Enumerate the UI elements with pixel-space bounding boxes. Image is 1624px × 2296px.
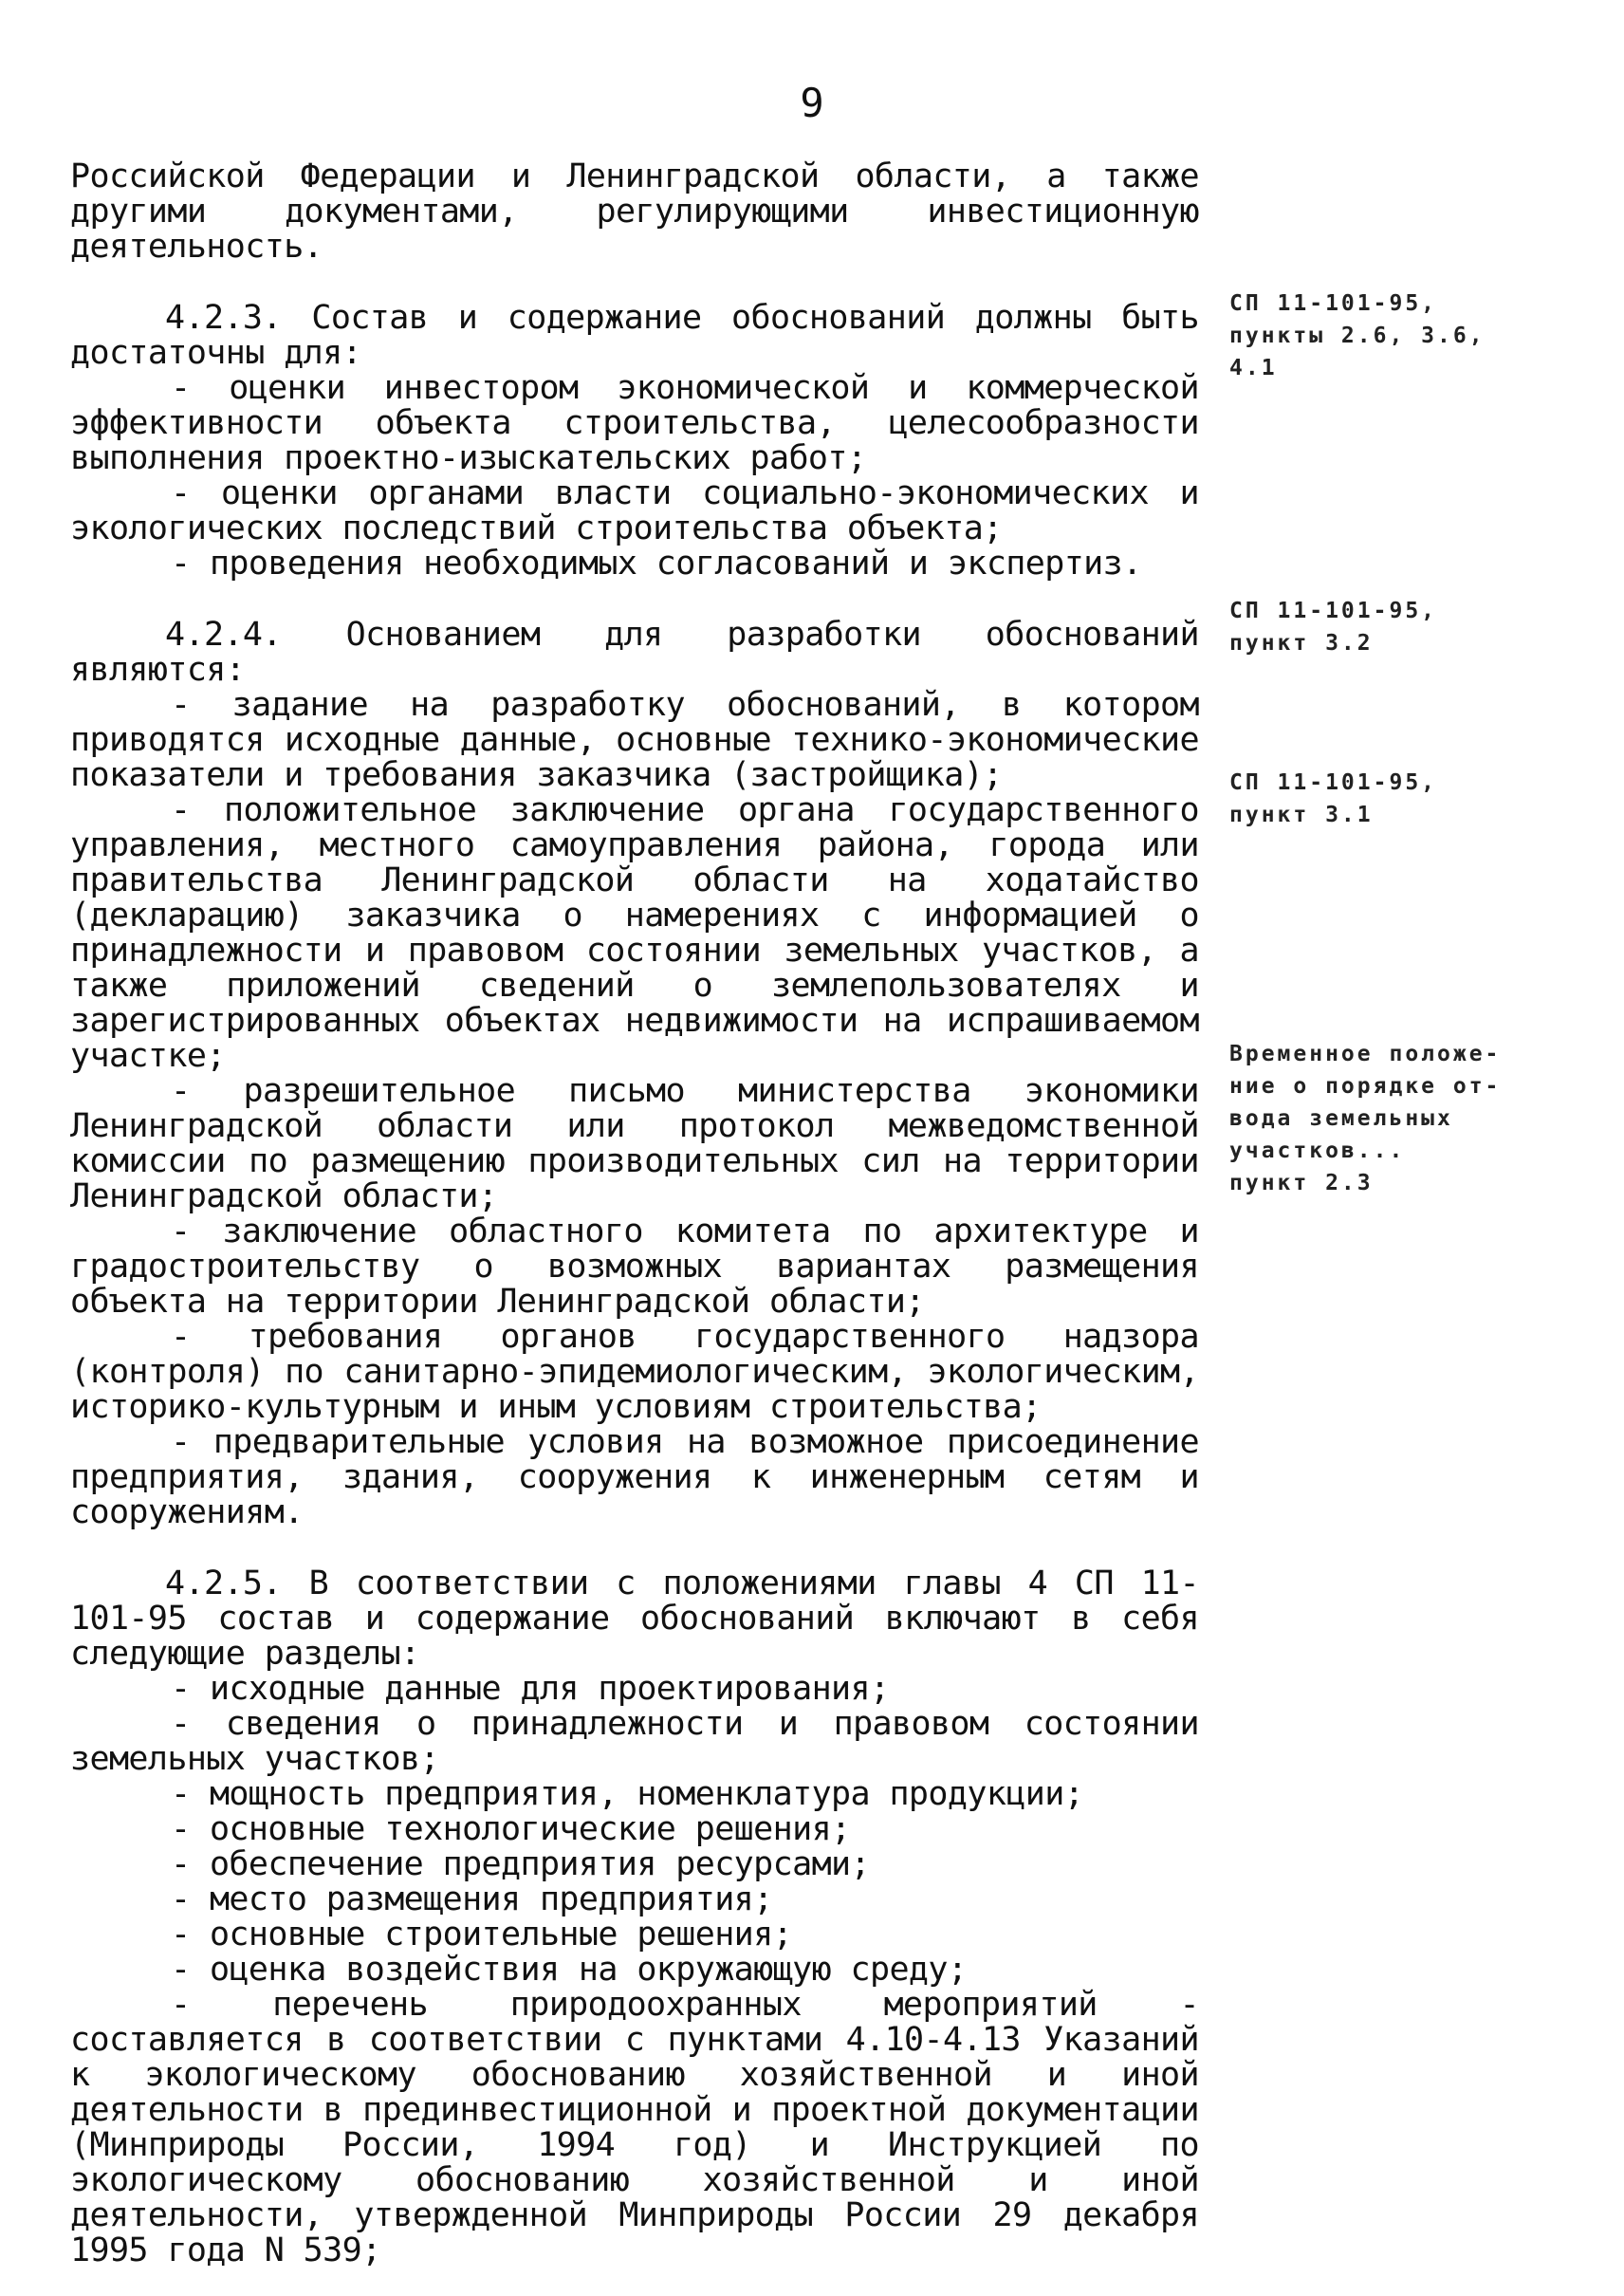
margin-note-line: Временное положе- bbox=[1229, 1042, 1502, 1066]
intro-paragraph: Российской Федерации и Ленинградской области, а также другими документами, регулирующими инвестиционную деятельность. bbox=[70, 157, 1199, 266]
margin-note-sp-2-6 bbox=[1229, 287, 1514, 384]
page-number: 9 bbox=[800, 80, 824, 126]
list-item: - положительное заключение органа государственного управления, местного самоуправления района, города или правительства Ленинградской области на ходатайство (декларацию) заказчика о намерениях с информацией о принадлежности и правовом состоянии земельных участков, а также приложений сведений о землепользователях и зарегистрированных объектах недвижимости на испрашиваемом участке; bbox=[70, 791, 1199, 1075]
margin-note-line: СП 11-101-95, bbox=[1229, 770, 1438, 795]
list-item: - оценки инвестором экономической и коммерческой эффективности объекта строительства, целесообразности выполнения проектно-изыскательских работ; bbox=[70, 369, 1199, 477]
section-4-2-3-heading: 4.2.3. Состав и содержание обоснований должны быть достаточны для: bbox=[70, 299, 1199, 372]
list-item: - основные строительные решения; bbox=[171, 1916, 793, 1953]
list-item: - задание на разработку обоснований, в котором приводятся исходные данные, основные технико-экономические показатели и требования заказчика (застройщика); bbox=[70, 686, 1199, 794]
margin-note-line: пункт 2.3 bbox=[1229, 1171, 1374, 1195]
margin-note-line: пункт 3.2 bbox=[1229, 631, 1374, 656]
list-item: - проведения необходимых согласований и экспертиз. bbox=[171, 545, 1142, 583]
section-4-2-5-heading: 4.2.5. В соответствии с положениями главы 4 СП 11-101-95 состав и содержание обоснований включают в себя следующие разделы: bbox=[70, 1565, 1199, 1673]
list-item: - разрешительное письмо министерства экономики Ленинградской области или протокол межведомственной комиссии по размещению производительных сил на территории Ленинградской области; bbox=[70, 1072, 1199, 1215]
margin-note-sp-3-1 bbox=[1229, 767, 1514, 831]
list-item: - оценки органами власти социально-экономических и экологических последствий строительства объекта; bbox=[70, 474, 1199, 547]
margin-note-temporary-regulation bbox=[1229, 1038, 1514, 1199]
margin-note-line: СП 11-101-95, bbox=[1229, 599, 1438, 623]
document-body bbox=[70, 159, 1199, 2268]
list-item: - сведения о принадлежности и правовом состоянии земельных участков; bbox=[70, 1705, 1199, 1778]
margin-note-line: пункт 3.1 bbox=[1229, 803, 1374, 827]
list-item: - заключение областного комитета по архитектуре и градостроительству о возможных вариантах размещения объекта на территории Ленинградской области; bbox=[70, 1213, 1199, 1321]
margin-note-line: СП 11-101-95, bbox=[1229, 291, 1438, 316]
list-item: - место размещения предприятия; bbox=[171, 1880, 773, 1918]
margin-note-line: 4.1 bbox=[1229, 356, 1278, 380]
list-item: - мощность предприятия, номенклатура продукции; bbox=[171, 1775, 1084, 1813]
margin-note-line: вода земельных bbox=[1229, 1106, 1453, 1131]
margin-note-sp-3-2 bbox=[1229, 595, 1514, 659]
list-item: - основные технологические решения; bbox=[171, 1810, 851, 1848]
margin-note-line: ние о порядке от- bbox=[1229, 1074, 1502, 1099]
list-item: - исходные данные для проектирования; bbox=[171, 1670, 890, 1708]
list-item: - оценка воздействия на окружающую среду; bbox=[171, 1951, 968, 1989]
margin-note-line: участков... bbox=[1229, 1139, 1406, 1163]
list-item: - требования органов государственного надзора (контроля) по санитарно-эпидемиологическим, экологическим, историко-культурным и иным условиям строительства; bbox=[70, 1318, 1199, 1426]
section-4-2-4-heading: 4.2.4. Основанием для разработки обоснований являются: bbox=[70, 616, 1199, 689]
margin-note-line: пункты 2.6, 3.6, bbox=[1229, 324, 1486, 348]
list-item: - обеспечение предприятия ресурсами; bbox=[171, 1845, 870, 1883]
list-item: - перечень природоохранных мероприятий - составляется в соответствии с пунктами 4.10-4.13 Указаний к экологическому обоснованию хозяйственной и иной деятельности в прединвестиционной и проектной документации (Минприроды России, 1994 год) и Инструкцией по экологическому обоснованию хозяйственной и иной деятельности, утвержденной Минприроды России 29 декабря 1995 года N 539; bbox=[70, 1986, 1199, 2269]
list-item: - предварительные условия на возможное присоединение предприятия, здания, сооружения к инженерным сетям и сооружениям. bbox=[70, 1423, 1199, 1531]
